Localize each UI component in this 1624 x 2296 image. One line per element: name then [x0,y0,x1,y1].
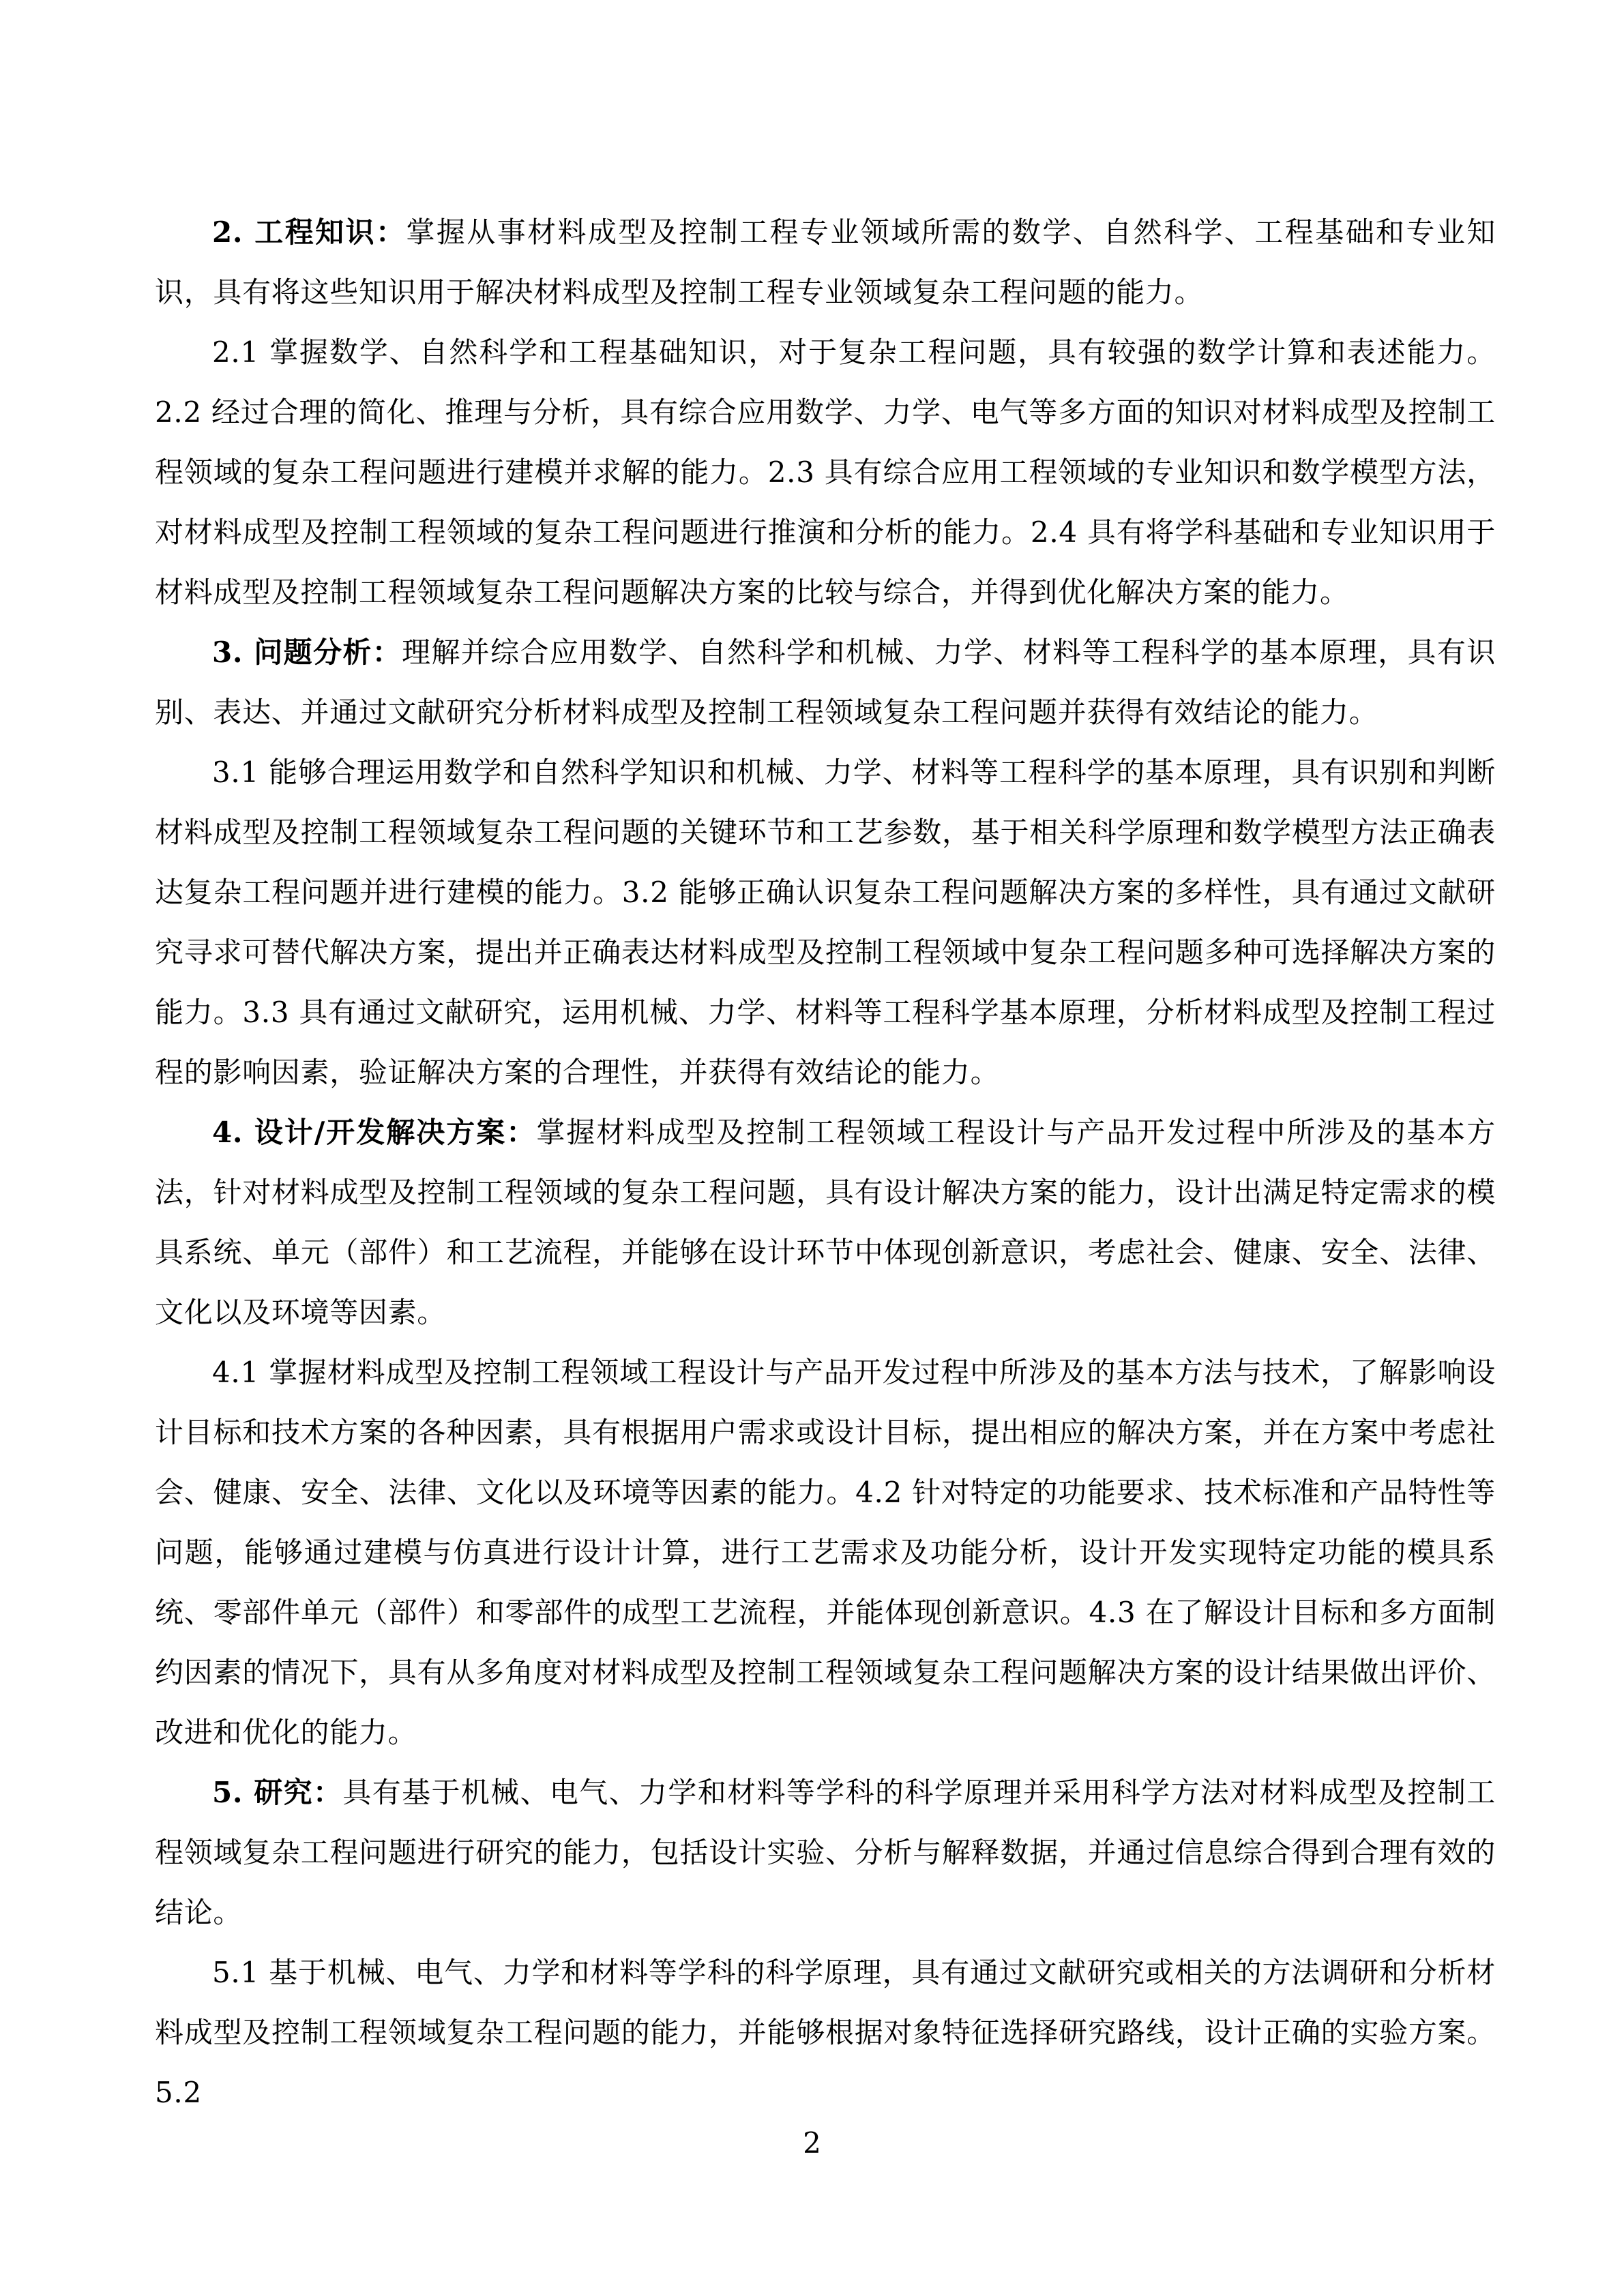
paragraph-4-sub-text: 4.1 掌握材料成型及控制工程领域工程设计与产品开发过程中所涉及的基本方法与技术，了解影响设计目标和技术方案的各种因素，具有根据用户需求或设计目标，提出相应的解决方案，并在方案中考虑社会、健康、安全、法律、文化以及环境等因素的能力。4.2 针对特定的功能要求、技术标准和产品特性等问题，能够通过建模与仿真进行设计计算，进行工艺需求及功能分析，设计开发实现特定功能的模具系统、零部件单元（部件）和零部件的成型工艺流程，并能体现创新意识。4.3 在了解设计目标和多方面制约因素的情况下，具有从多角度对材料成型及控制工程领域复杂工程问题解决方案的设计结果做出评价、改进和优化的能力。 [155,1356,1496,1749]
paragraph-2-sub-text: 2.1 掌握数学、自然科学和工程基础知识，对于复杂工程问题，具有较强的数学计算和表述能力。2.2 经过合理的简化、推理与分析，具有综合应用数学、力学、电气等多方面的知识对材料成型及控制工程领域的复杂工程问题进行建模并求解的能力。2.3 具有综合应用工程领域的专业知识和数学模型方法，对材料成型及控制工程领域的复杂工程问题进行推演和分析的能力。2.4 具有将学科基础和专业知识用于材料成型及控制工程领域复杂工程问题解决方案的比较与综合，并得到优化解决方案的能力。 [155,336,1496,609]
paragraph-5-research [155,1763,1496,1943]
paragraph-4-text: 掌握材料成型及控制工程领域工程设计与产品开发过程中所涉及的基本方法，针对材料成型及控制工程领域的复杂工程问题，具有设计解决方案的能力，设计出满足特定需求的模具系统、单元（部件）和工艺流程，并能够在设计环节中体现创新意识，考虑社会、健康、安全、法律、文化以及环境等因素。 [155,1116,1496,1329]
paragraph-3-problem-analysis [155,623,1496,743]
paragraph-2-label: 2. 工程知识： [212,215,407,249]
paragraph-3-sub-indicators [155,743,1496,1103]
paragraph-4-design-solutions [155,1103,1496,1343]
paragraph-5-text: 具有基于机械、电气、力学和材料等学科的科学原理并采用科学方法对材料成型及控制工程领域复杂工程问题进行研究的能力，包括设计实验、分析与解释数据，并通过信息综合得到合理有效的结论。 [155,1776,1496,1929]
paragraph-3-text: 理解并综合应用数学、自然科学和机械、力学、材料等工程科学的基本原理，具有识别、表达、并通过文献研究分析材料成型及控制工程领域复杂工程问题并获得有效结论的能力。 [155,636,1496,729]
paragraph-5-label: 5. 研究： [212,1776,343,1809]
paragraph-3-label: 3. 问题分析： [212,636,402,669]
paragraph-2-sub-indicators [155,323,1496,623]
paragraph-4-sub-indicators [155,1343,1496,1763]
paragraph-4-label: 4. 设计/开发解决方案： [212,1116,537,1149]
paragraph-5-sub-indicators [155,1943,1496,2123]
paragraph-3-sub-text: 3.1 能够合理运用数学和自然科学知识和机械、力学、材料等工程科学的基本原理，具有识别和判断材料成型及控制工程领域复杂工程问题的关键环节和工艺参数，基于相关科学原理和数学模型方法正确表达复杂工程问题并进行建模的能力。3.2 能够正确认识复杂工程问题解决方案的多样性，具有通过文献研究寻求可替代解决方案，提出并正确表达材料成型及控制工程领域中复杂工程问题多种可选择解决方案的能力。3.3 具有通过文献研究，运用机械、力学、材料等工程科学基本原理，分析材料成型及控制工程过程的影响因素，验证解决方案的合理性，并获得有效结论的能力。 [155,756,1496,1089]
paragraph-2-engineering-knowledge [155,203,1496,323]
page-number: 2 [803,2126,821,2160]
document-body [155,203,1496,2123]
paragraph-2-text: 掌握从事材料成型及控制工程专业领域所需的数学、自然科学、工程基础和专业知识，具有将这些知识用于解决材料成型及控制工程专业领域复杂工程问题的能力。 [155,215,1496,309]
paragraph-5-sub-text: 5.1 基于机械、电气、力学和材料等学科的科学原理，具有通过文献研究或相关的方法调研和分析材料成型及控制工程领域复杂工程问题的能力，并能够根据对象特征选择研究路线，设计正确的实验方案。5.2 [155,1956,1496,2109]
